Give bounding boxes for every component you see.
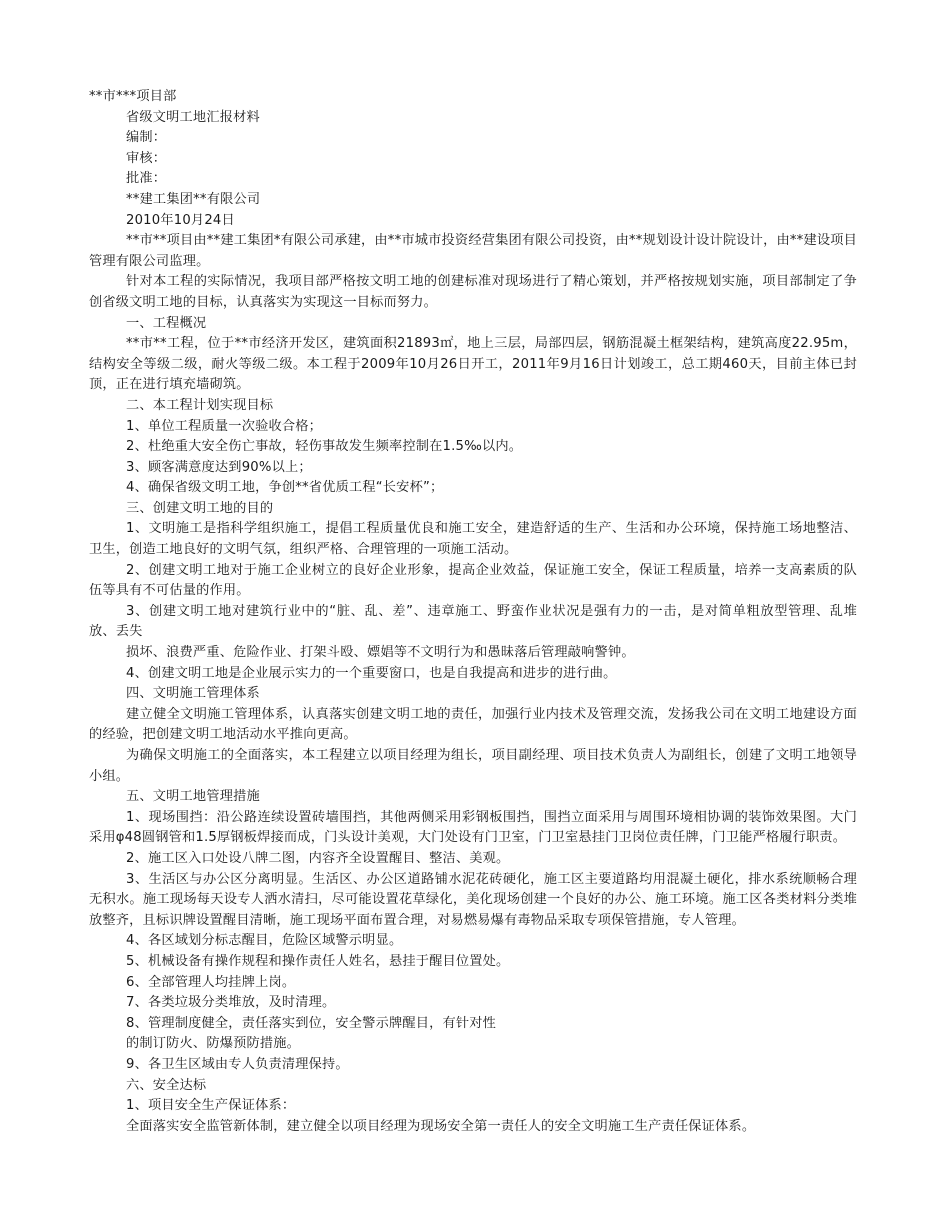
- safety-paragraph: 全面落实安全监管新体制，建立健全以项目经理为现场安全第一责任人的安全文明施工生产责任保证体系。: [126, 1118, 756, 1134]
- purpose-item: 3、创建文明工地对建筑行业中的“脏、乱、差”、违章施工、野蛮作业状况是强有力的一击，是对简单粗放型管理、乱堆放、丢失: [89, 603, 857, 640]
- approver-line: 批准：: [126, 171, 167, 187]
- purpose-item: 2、创建文明工地对于施工企业树立的良好企业形象，提高企业效益，保证施工安全，保证工程质量，培养一支高素质的队伍等具有不可估量的作用。: [89, 562, 857, 599]
- document-title: 省级文明工地汇报材料: [126, 109, 260, 125]
- measure-item: 5、机械设备有操作规程和操作责任人姓名，悬挂于醒目位置处。: [126, 953, 510, 969]
- goal-item: 4、确保省级文明工地，争创**省优质工程“长安杯”；: [126, 480, 444, 496]
- date-line: 2010年10月24日: [126, 212, 235, 228]
- intro-paragraph-2: 针对本工程的实际情况，我项目部严格按文明工地的创建标准对现场进行了精心策划，并严格按规划实施，项目部制定了争创省级文明工地的目标，认真落实为实现这一目标而努力。: [89, 274, 857, 310]
- goal-item: 1、单位工程质量一次验收合格；: [126, 418, 323, 434]
- compiler-line: 编制：: [126, 130, 167, 146]
- purpose-item: 4、创建文明工地是企业展示实力的一个重要窗口，也是自我提高和进步的进行曲。: [126, 665, 617, 681]
- section-4-heading: 四、文明施工管理体系: [126, 686, 260, 702]
- purpose-item-continued: 损坏、浪费严重、危险作业、打架斗殴、嫖娼等不文明行为和愚昧落后管理敲响警钟。: [126, 645, 635, 661]
- reviewer-line: 审核：: [126, 150, 167, 166]
- measure-item: 6、全部管理人均挂牌上岗。: [126, 974, 296, 990]
- section-5-heading: 五、文明工地管理措施: [126, 789, 260, 805]
- section-2-heading: 二、本工程计划实现目标: [126, 397, 274, 413]
- section-1-heading: 一、工程概况: [126, 315, 207, 331]
- section-6-heading: 六、安全达标: [126, 1077, 207, 1093]
- intro-paragraph-1: **市**项目由**建工集团*有限公司承建，由**市城市投资经营集团有限公司投资，由**规划设计设计院设计，由**建设项目管理有限公司监理。: [89, 233, 857, 269]
- department-line: **市***项目部: [89, 89, 177, 104]
- goal-item: 2、杜绝重大安全伤亡事故，轻伤事故发生频率控制在1.5‰以内。: [126, 439, 523, 455]
- company-line: **建工集团**有限公司: [126, 191, 261, 207]
- document-page: [89, 87, 857, 1137]
- section-4-paragraph-1: 建立健全文明施工管理体系，认真落实创建文明工地的责任，加强行业内技术及管理交流，发扬我公司在文明工地建设方面的经验，把创建文明工地活动水平推向更高。: [89, 706, 857, 743]
- purpose-item: 1、文明施工是指科学组织施工，提倡工程质量优良和施工安全，建造舒适的生产、生活和办公环境，保持施工场地整洁、卫生，创造工地良好的文明气氛，组织严格、合理管理的一项施工活动。: [89, 521, 857, 558]
- measure-item: 8、管理制度健全，责任落实到位，安全警示牌醒目，有针对性: [126, 1015, 497, 1031]
- section-4-paragraph-2: 为确保文明施工的全面落实，本工程建立以项目经理为组长，项目副经理、项目技术负责人为副组长，创建了文明工地领导小组。: [89, 748, 857, 784]
- measure-item: 2、施工区入口处设八牌二图，内容齐全设置醒目、整洁、美观。: [126, 850, 510, 866]
- measure-item: 9、各卫生区域由专人负责清理保持。: [126, 1056, 349, 1072]
- safety-item: 1、项目安全生产保证体系：: [126, 1098, 296, 1114]
- goal-item: 3、顾客满意度达到90%以上；: [126, 459, 312, 475]
- measure-item: 3、生活区与办公区分离明显。生活区、办公区道路铺水泥花砖硬化，施工区主要道路均用混凝土硬化，排水系统顺畅合理无积水。施工现场每天设专人洒水清扫，尽可能设置花草绿化，美化现场创建一个良好的办公、施工环境。施工区各类材料分类堆放整齐，且标识牌设置醒目清晰，施工现场平面布置合理，对易燃易爆有毒物品采取专项保管措施，专人管理。: [89, 871, 857, 928]
- measure-item-continued: 的制订防火、防爆预防措施。: [126, 1036, 301, 1052]
- measure-item: 4、各区域划分标志醒目，危险区域警示明显。: [126, 933, 403, 949]
- measure-item: 7、各类垃圾分类堆放，及时清理。: [126, 995, 336, 1011]
- measure-item: 1、现场围挡：沿公路连续设置砖墙围挡，其他两侧采用彩钢板围挡，围挡立面采用与周围环境相协调的装饰效果图。大门采用φ48圆钢管和1.5厚钢板焊接而成，门头设计美观，大门处设有门卫室，门卫室悬挂门卫岗位责任牌，门卫能严格履行职责。: [89, 809, 857, 846]
- section-1-paragraph: **市**工程，位于**市经济开发区，建筑面积21893㎡，地上三层，局部四层，钢筋混凝土框架结构，建筑高度22.95m，结构安全等级二级，耐火等级二级。本工程于2009年10月26日开工，2011年9月16日计划竣工，总工期460天，目前主体已封顶，正在进行填充墙砌筑。: [89, 336, 857, 393]
- section-3-heading: 三、创建文明工地的目的: [126, 500, 274, 516]
